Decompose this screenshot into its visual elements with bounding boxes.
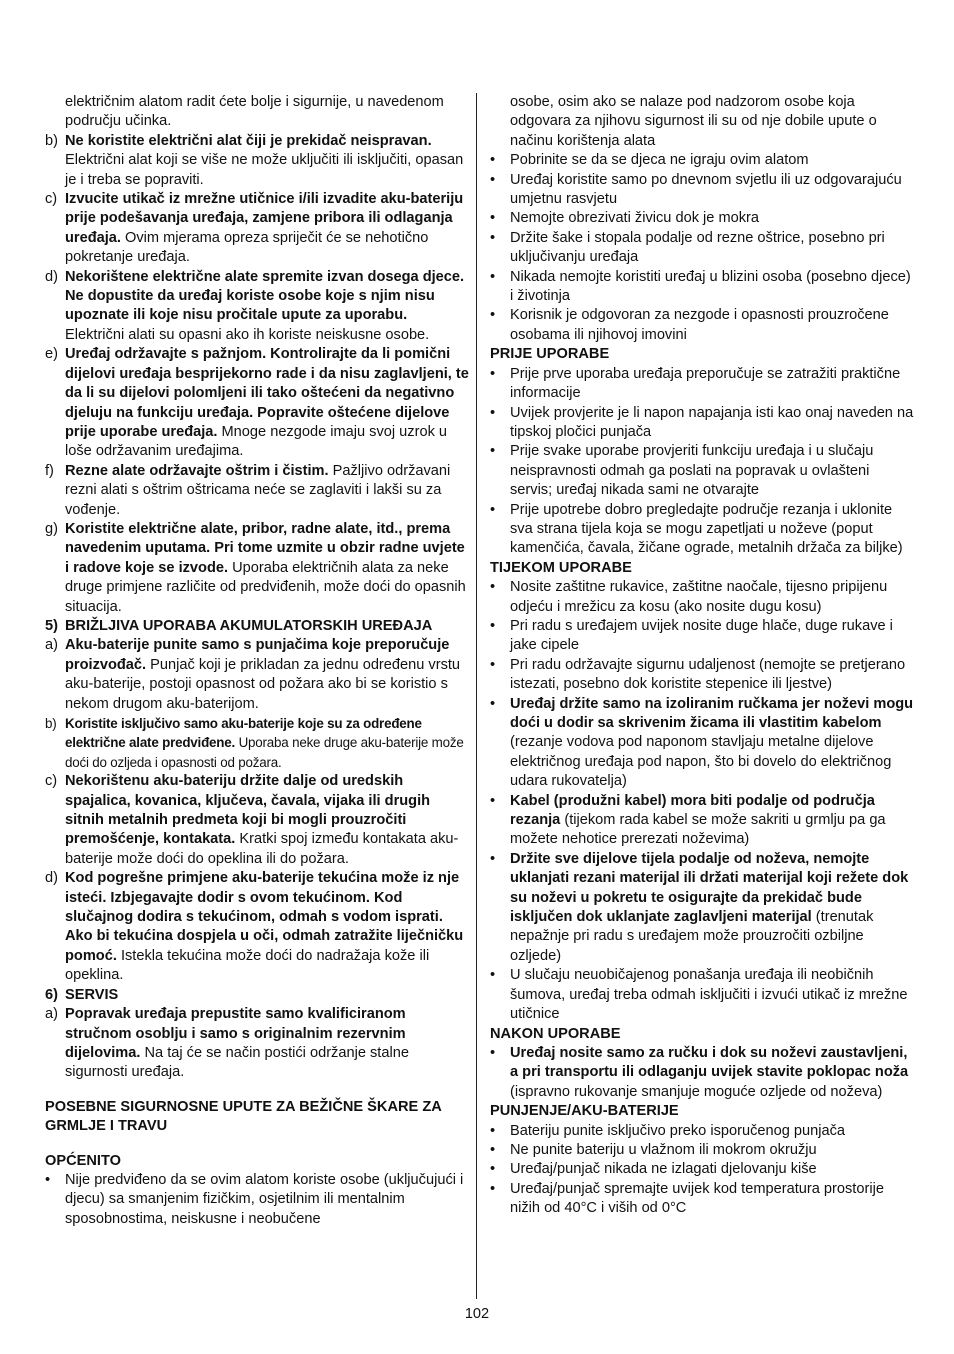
item-bold-text: Nekorištene električne alate spremite izvan dosega djece. Ne dopustite da uređaj koriste osobe koje s njim nisu upoznate ili koje nisu pročitale upute za uporabu.: [65, 268, 465, 324]
bullet-item: [45, 1171, 469, 1229]
item-text: Uporaba neke druge aku-baterije može doći do ozljeda i opasnosti od požara.: [65, 735, 464, 770]
bullet-item: [490, 850, 914, 966]
item-bold-text: Izvucite utikač iz mrežne utičnice i/ili izvadite aku-bateriju prije podešavanja uređaja, zamjene pribora ili odlaganja uređaja.: [65, 191, 464, 246]
lettered-item: [45, 714, 469, 772]
bullet-marker: •: [490, 171, 496, 188]
bullet-item: [490, 209, 914, 228]
bullet-marker: •: [490, 268, 496, 285]
item-text: Uređaj koristite samo po dnevnom svjetlu ili uz odgovarajuću umjetnu rasvjetu: [510, 171, 902, 208]
item-letter: e): [45, 346, 58, 363]
bullet-marker: •: [490, 1180, 496, 1197]
item-text: Uporaba električnih alata za neke druge primjene različite od predviđenih, može doći do opasnih situacija.: [65, 559, 466, 615]
item-text: Električni alati su opasni ako ih koriste neiskusne osobe.: [65, 326, 430, 343]
item-letter: a): [45, 1006, 58, 1023]
item-letter: b): [45, 716, 57, 731]
item-letter: c): [45, 191, 58, 208]
item-letter: f): [45, 462, 54, 479]
right-column: [490, 93, 914, 1219]
item-text: Nije predviđeno da se ovim alatom koriste osobe (uključujući i djecu) sa smanjenim fizičkim, osjetilnim ili mentalnim sposobnostima, neiskusne i neobučene: [65, 1171, 464, 1227]
item-letter: a): [45, 637, 58, 654]
bullet-item: [490, 1122, 914, 1141]
item-text: Prije svake uporabe provjeriti funkciju uređaja i u slučaju neispravnosti odmah ga poslati na popravak u ovlašteni servis; uređaj nikada sami ne otvarajte: [510, 443, 874, 499]
section-heading: POSEBNE SIGURNOSNE UPUTE ZA BEŽIČNE ŠKARE ZA GRMLJE I TRAVU: [45, 1098, 442, 1135]
left-column: [45, 93, 469, 1229]
paragraph-text: osobe, osim ako se nalaze pod nadzorom osobe koja odgovara za njihovu sigurnost ili su od nje dobile upute o načinu korištenja alata: [510, 94, 877, 149]
bullet-item: [490, 151, 914, 170]
bullet-item: [490, 617, 914, 656]
item-text: (rezanje vodova pod naponom stavljaju metalne dijelove električnog uređaja pod napon, što bi dovelo do električnog udara rukovatelja): [510, 734, 892, 790]
section-heading: PRIJE UPORABE: [490, 346, 610, 363]
section-heading: OPĆENITO: [45, 1152, 121, 1169]
bullet-marker: •: [490, 579, 496, 596]
bullet-item: [490, 656, 914, 695]
item-text: (trenutak nepažnje pri radu s uređajem može prouzročiti ozbiljne ozljede): [510, 909, 874, 964]
item-text: (tijekom rada kabel se može sakriti u grmlju pa ga možete nehotice prerezati noževima): [510, 812, 886, 848]
bullet-item: [490, 229, 914, 268]
section-title: SERVIS: [65, 986, 119, 1003]
item-bold-text: Ne koristite električni alat čiji je prekidač neispravan.: [65, 132, 432, 149]
lettered-item: [45, 345, 469, 461]
bullet-item: [490, 966, 914, 1024]
bullet-marker: •: [490, 501, 496, 518]
bullet-marker: •: [490, 307, 496, 324]
bullet-marker: •: [45, 1171, 51, 1188]
item-letter: d): [45, 268, 58, 285]
bullet-item: [490, 404, 914, 443]
bullet-marker: •: [490, 850, 496, 867]
bullet-marker: •: [490, 617, 496, 634]
item-text: Nosite zaštitne rukavice, zaštitne naočale, tijesno pripijenu odjeću i mrežicu za kosu (ako nosite dugu kosu): [510, 579, 888, 615]
item-text: Pobrinite se da se djeca ne igraju ovim alatom: [510, 152, 809, 169]
item-bold-text: Držite sve dijelove tijela podalje od noževa, nemojte uklanjati rezani materijal ili držati materijal koji režete dok su noževi u pokretu te osigurajte da prekidač bude isključen dok uklanjate zaglavljeni materijal: [510, 850, 909, 926]
bullet-item: [490, 1044, 914, 1102]
bullet-item: [490, 268, 914, 307]
item-bold-text: Aku-baterije punite samo s punjačima koje preporučuje proizvođač.: [65, 637, 450, 673]
item-text: Nemojte obrezivati živicu dok je mokra: [510, 210, 759, 227]
section-number: 5): [45, 617, 58, 634]
item-bold-text: Rezne alate održavajte oštrim i čistim.: [65, 462, 329, 479]
item-letter: b): [45, 132, 58, 149]
lettered-item: [45, 190, 469, 268]
lettered-item: [45, 1005, 469, 1083]
numbered-section-heading: [45, 617, 469, 636]
spacer: [45, 1083, 469, 1098]
bullet-marker: •: [490, 1122, 496, 1139]
bullet-marker: •: [490, 210, 496, 227]
item-text: Mnoge nezgode imaju svoj uzrok u loše održavanim uređajima.: [65, 423, 448, 460]
lettered-item: [45, 268, 469, 346]
item-text: U slučaju neuobičajenog ponašanja uređaja ili neobičnih šumova, uređaj treba odmah isključiti i izvući utikač iz mrežne utičnice: [510, 967, 908, 1023]
item-text: Pri radu s uređajem uvijek nosite duge hlače, duge rukave i jake cipele: [510, 617, 893, 654]
item-bold-text: Nekorištenu aku-bateriju držite dalje od uredskih spajalica, kovanica, ključeva, čavala, vijaka ili drugih sitnih metalnih predmeta koji bi mogli prouzročiti premošćenje, kontakata.: [65, 773, 431, 848]
item-text: Uređaj/punjač spremajte uvijek kod temperatura prostorije nižih od 40°C i viših od 0°C: [510, 1180, 884, 1217]
section-heading: NAKON UPORABE: [490, 1025, 621, 1042]
lettered-item: [45, 869, 469, 985]
item-text: Korisnik je odgovoran za nezgode i opasnosti prouzročene osobama ili njihovoj imovini: [510, 307, 889, 343]
continued-paragraph: [490, 93, 914, 151]
lettered-item: [45, 772, 469, 869]
item-text: Istekla tekućina može doći do nadražaja kože ili opeklina.: [65, 947, 430, 984]
item-text: Prije upotrebe dobro pregledajte područje rezanja i uklonite sva strana tijela koja se mogu zapetljati u noževe (poput kamenčića, čavala, žičane ograde, metalnih držača za biljke): [510, 501, 903, 557]
bullet-marker: •: [490, 365, 496, 382]
column-divider: [476, 93, 477, 1299]
lettered-item: [45, 520, 469, 617]
bullet-marker: •: [490, 656, 496, 673]
bullet-item: [490, 1160, 914, 1179]
item-text: Pri radu održavajte sigurnu udaljenost (nemojte se pretjerano istezati, posebno dok koristite stepenice ili ljestve): [510, 656, 906, 693]
item-text: Bateriju punite isključivo preko isporučenog punjača: [510, 1122, 846, 1139]
paragraph-text: električnim alatom radit ćete bolje i sigurnije, u navedenom području učinka.: [65, 94, 444, 130]
item-text: Uvijek provjerite je li napon napajanja isti kao onaj naveden na tipskoj pločici punjača: [510, 404, 914, 440]
section-heading: TIJEKOM UPORABE: [490, 559, 632, 576]
section-title: BRIŽLJIVA UPORABA AKUMULATORSKIH UREĐAJA: [65, 617, 433, 634]
item-letter: d): [45, 870, 58, 887]
bullet-item: [490, 442, 914, 500]
bullet-marker: •: [490, 1161, 496, 1178]
bullet-item: [490, 171, 914, 210]
item-bold-text: Uređaj držite samo na izoliranim ručkama jer noževi mogu doći u dodir sa skrivenim žicama ili vlastitim kabelom: [510, 695, 914, 731]
bullet-marker: •: [490, 792, 496, 809]
bullet-marker: •: [490, 443, 496, 460]
lettered-item: [45, 132, 469, 190]
continued-paragraph: [45, 93, 469, 132]
bullet-marker: •: [490, 967, 496, 984]
bullet-item: [490, 306, 914, 345]
item-bold-text: Koristite električne alate, pribor, radne alate, itd., prema navedenim uputama. Pri tome uzmite u obzir radne uvjete i radove koje se izvode.: [65, 520, 465, 576]
item-bold-text: Popravak uređaja prepustite samo kvalificiranom stručnom osoblju i samo s originalnim rezervnim dijelovima.: [65, 1006, 406, 1061]
bullet-item: [490, 1141, 914, 1160]
item-text: (ispravno rukovanje smanjuje moguće ozljede od noževa): [510, 1083, 883, 1100]
item-text: Prije prve uporaba uređaja preporučuje se zatražiti praktične informacije: [510, 365, 901, 402]
bullet-marker: •: [490, 695, 496, 712]
item-bold-text: Kod pogrešne primjene aku-baterije tekućina može iz nje isteći. Izbjegavajte dodir s ovom tekućinom. Kod slučajnog dodira s tekućinom, odmah s vodom isprati. Ako bi tekućina dospjela u oči, odmah zatražite liječničku pomoć.: [65, 870, 464, 964]
item-text: Punjač koji je prikladan za jednu određenu vrstu aku-baterije, postoji opasnost od požara ako bi se koristio s nekom drugom aku-baterijom.: [65, 656, 461, 712]
bullet-item: [490, 792, 914, 850]
item-text: Električni alat koji se više ne može uključiti ili isključiti, opasan je i treba se popraviti.: [65, 152, 464, 188]
bullet-marker: •: [490, 152, 496, 169]
item-letter: c): [45, 773, 58, 790]
item-text: Uređaj/punjač nikada ne izlagati djelovanju kiše: [510, 1161, 817, 1178]
item-bold-text: Kabel (produžni kabel) mora biti podalje od područja rezanja: [510, 792, 875, 829]
bullet-item: [490, 365, 914, 404]
bullet-marker: •: [490, 1044, 496, 1061]
bullet-marker: •: [490, 404, 496, 421]
spacer: [45, 1137, 469, 1152]
item-text: Nikada nemojte koristiti uređaj u blizini osoba (posebno djece) i životinja: [510, 268, 911, 305]
bullet-item: [490, 501, 914, 559]
lettered-item: [45, 636, 469, 714]
item-text: Ovim mjerama opreza spriječit će se nehotično pokretanje uređaja.: [65, 229, 429, 266]
bullet-item: [490, 695, 914, 792]
item-bold-text: Uređaj nosite samo za ručku i dok su noževi zaustavljeni, a pri transportu ili odlaganju uvijek stavite poklopac noža: [510, 1044, 909, 1081]
item-text: Pažljivo održavani rezni alati s oštrim oštricama neće se zaglaviti i lakši su za vođenje.: [65, 462, 451, 518]
item-bold-text: Koristite isključivo samo aku-baterije koje su za određene električne alate predviđene.: [65, 716, 422, 751]
section-number: 6): [45, 986, 58, 1003]
item-letter: g): [45, 520, 58, 537]
item-text: Kratki spoj između kontakata aku-baterije može doći do opeklina ili do požara.: [65, 831, 459, 867]
item-text: Držite šake i stopala podalje od rezne oštrice, posebno pri uključivanju uređaja: [510, 229, 885, 266]
item-text: Ne punite bateriju u vlažnom ili mokrom okružju: [510, 1141, 817, 1158]
lettered-item: [45, 462, 469, 520]
item-bold-text: Uređaj održavajte s pažnjom. Kontrolirajte da li pomični dijelovi uređaja besprijekorno rade i da nisu zaglavljeni, te da li su dijelovi polomljeni ili tako oštećeni da negativno djeluju na funkciju uređaja. Popravite oštećene dijelove prije uporabe uređaja.: [65, 346, 469, 440]
numbered-section-heading: [45, 986, 469, 1005]
item-text: Na taj će se način postići održanje stalne sigurnosti uređaja.: [65, 1044, 409, 1081]
bullet-marker: •: [490, 1141, 496, 1158]
bullet-marker: •: [490, 229, 496, 246]
bullet-item: [490, 1180, 914, 1219]
section-heading: PUNJENJE/AKU-BATERIJE: [490, 1103, 679, 1120]
page-number: 102: [464, 1306, 490, 1322]
bullet-item: [490, 578, 914, 617]
